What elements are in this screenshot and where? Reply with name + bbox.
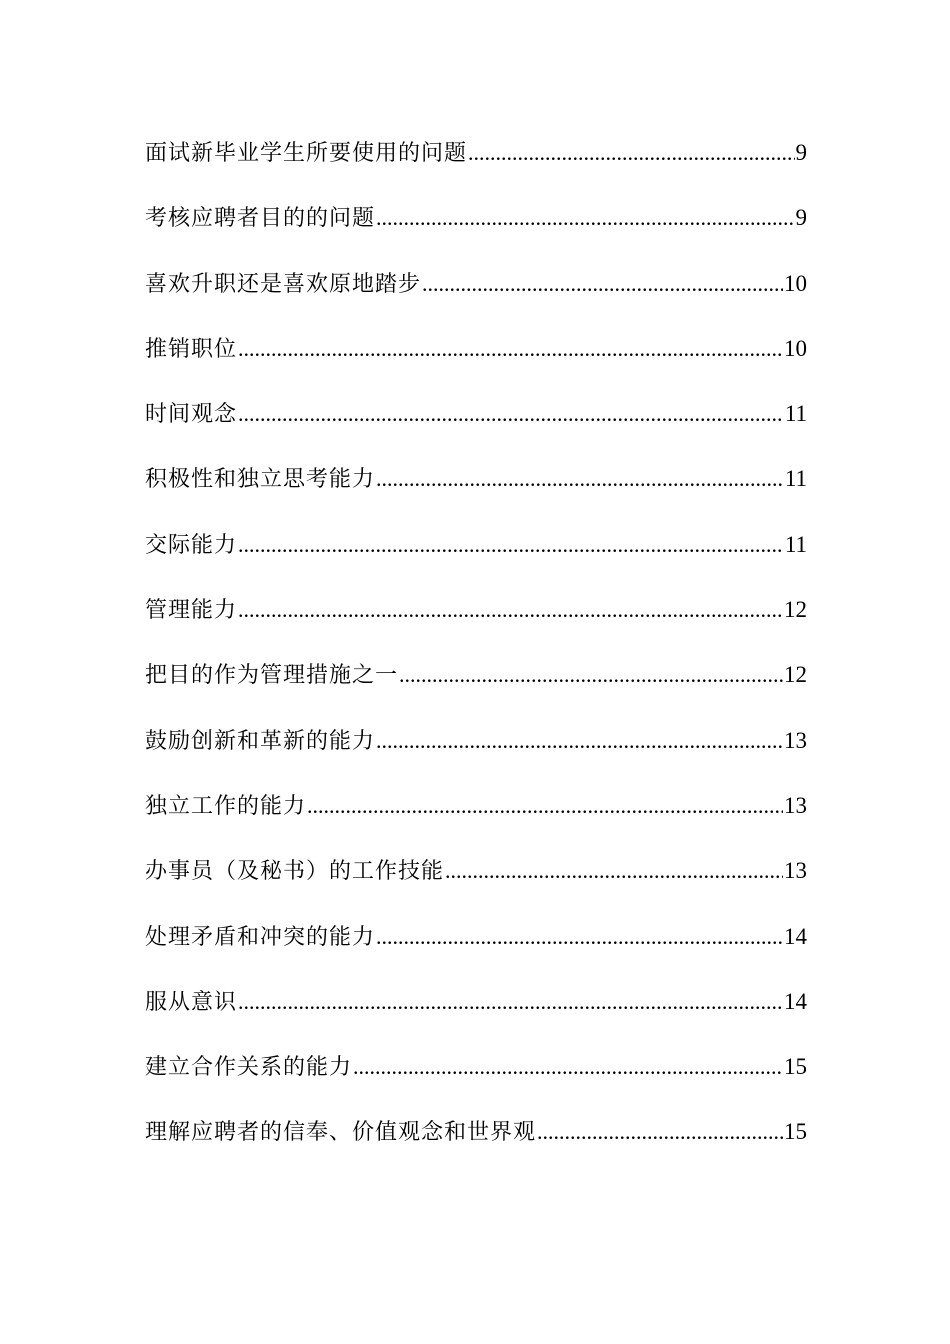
toc-entry-page: 9 — [795, 140, 807, 165]
toc-entry[interactable] — [145, 525, 807, 590]
toc-entry-page: 14 — [784, 988, 807, 1014]
toc-entry-title: 独立工作的能力 — [145, 793, 307, 819]
toc-dot-leader — [537, 1112, 783, 1152]
toc-entry[interactable] — [145, 917, 807, 982]
toc-entry-title: 处理矛盾和冲突的能力 — [145, 924, 376, 950]
toc-dot-leader — [399, 655, 783, 695]
toc-entry-page: 12 — [784, 662, 807, 688]
toc-entry-page: 9 — [795, 205, 807, 231]
toc-entry-title: 时间观念 — [145, 402, 238, 428]
toc-dot-leader — [238, 982, 783, 1022]
toc-dot-leader — [376, 198, 794, 238]
toc-entry-page: 13 — [784, 727, 807, 753]
toc-entry-title: 积极性和独立思考能力 — [145, 467, 376, 493]
toc-entry-title: 考核应聘者目的的问题 — [145, 206, 376, 232]
toc-entry-page: 15 — [784, 1054, 807, 1080]
toc-entry-page: 13 — [784, 858, 807, 884]
toc-entry-title: 理解应聘者的信奉、价值观念和世界观 — [145, 1120, 537, 1146]
toc-dot-leader — [445, 851, 783, 891]
toc-entry[interactable] — [145, 133, 807, 198]
toc-entry-page: 11 — [784, 401, 807, 427]
toc-entry-page: 12 — [784, 597, 807, 623]
toc-entry[interactable] — [145, 655, 807, 720]
toc-dot-leader — [238, 329, 783, 369]
toc-entry[interactable] — [145, 459, 807, 524]
toc-dot-leader — [376, 917, 783, 957]
toc-entry-title: 鼓励创新和革新的能力 — [145, 728, 376, 754]
toc-entry-title: 喜欢升职还是喜欢原地踏步 — [145, 271, 422, 297]
toc-dot-leader — [376, 721, 783, 761]
toc-entry-title: 建立合作关系的能力 — [145, 1055, 353, 1081]
toc-entry-title: 管理能力 — [145, 598, 238, 624]
toc-entry-title: 办事员（及秘书）的工作技能 — [145, 859, 445, 885]
toc-dot-leader — [238, 394, 784, 434]
toc-entry-page: 11 — [784, 531, 807, 557]
toc-entry[interactable] — [145, 394, 807, 459]
toc-entry-title: 面试新毕业学生所要使用的问题 — [145, 141, 468, 166]
toc-entry-page: 10 — [784, 270, 807, 296]
toc-entry[interactable] — [145, 329, 807, 394]
toc-entry-page: 15 — [784, 1119, 807, 1145]
toc-dot-leader — [422, 264, 783, 304]
toc-entry[interactable] — [145, 721, 807, 786]
table-of-contents — [145, 133, 807, 1178]
toc-entry[interactable] — [145, 1047, 807, 1112]
toc-entry[interactable] — [145, 851, 807, 916]
toc-dot-leader — [238, 525, 784, 565]
toc-dot-leader — [353, 1047, 783, 1087]
toc-entry-title: 把目的作为管理措施之一 — [145, 663, 399, 689]
toc-entry-title: 推销职位 — [145, 336, 238, 362]
toc-dot-leader — [238, 590, 783, 630]
toc-entry[interactable] — [145, 1112, 807, 1177]
toc-entry-page: 13 — [784, 792, 807, 818]
toc-entry[interactable] — [145, 590, 807, 655]
toc-entry-page: 11 — [784, 466, 807, 492]
toc-entry-title: 服从意识 — [145, 989, 238, 1015]
toc-dot-leader — [468, 133, 794, 173]
toc-entry[interactable] — [145, 982, 807, 1047]
toc-entry[interactable] — [145, 264, 807, 329]
toc-entry[interactable] — [145, 198, 807, 263]
toc-entry[interactable] — [145, 786, 807, 851]
toc-dot-leader — [307, 786, 783, 826]
toc-dot-leader — [376, 459, 784, 499]
toc-entry-page: 14 — [784, 923, 807, 949]
toc-entry-page: 10 — [784, 335, 807, 361]
toc-entry-title: 交际能力 — [145, 532, 238, 558]
